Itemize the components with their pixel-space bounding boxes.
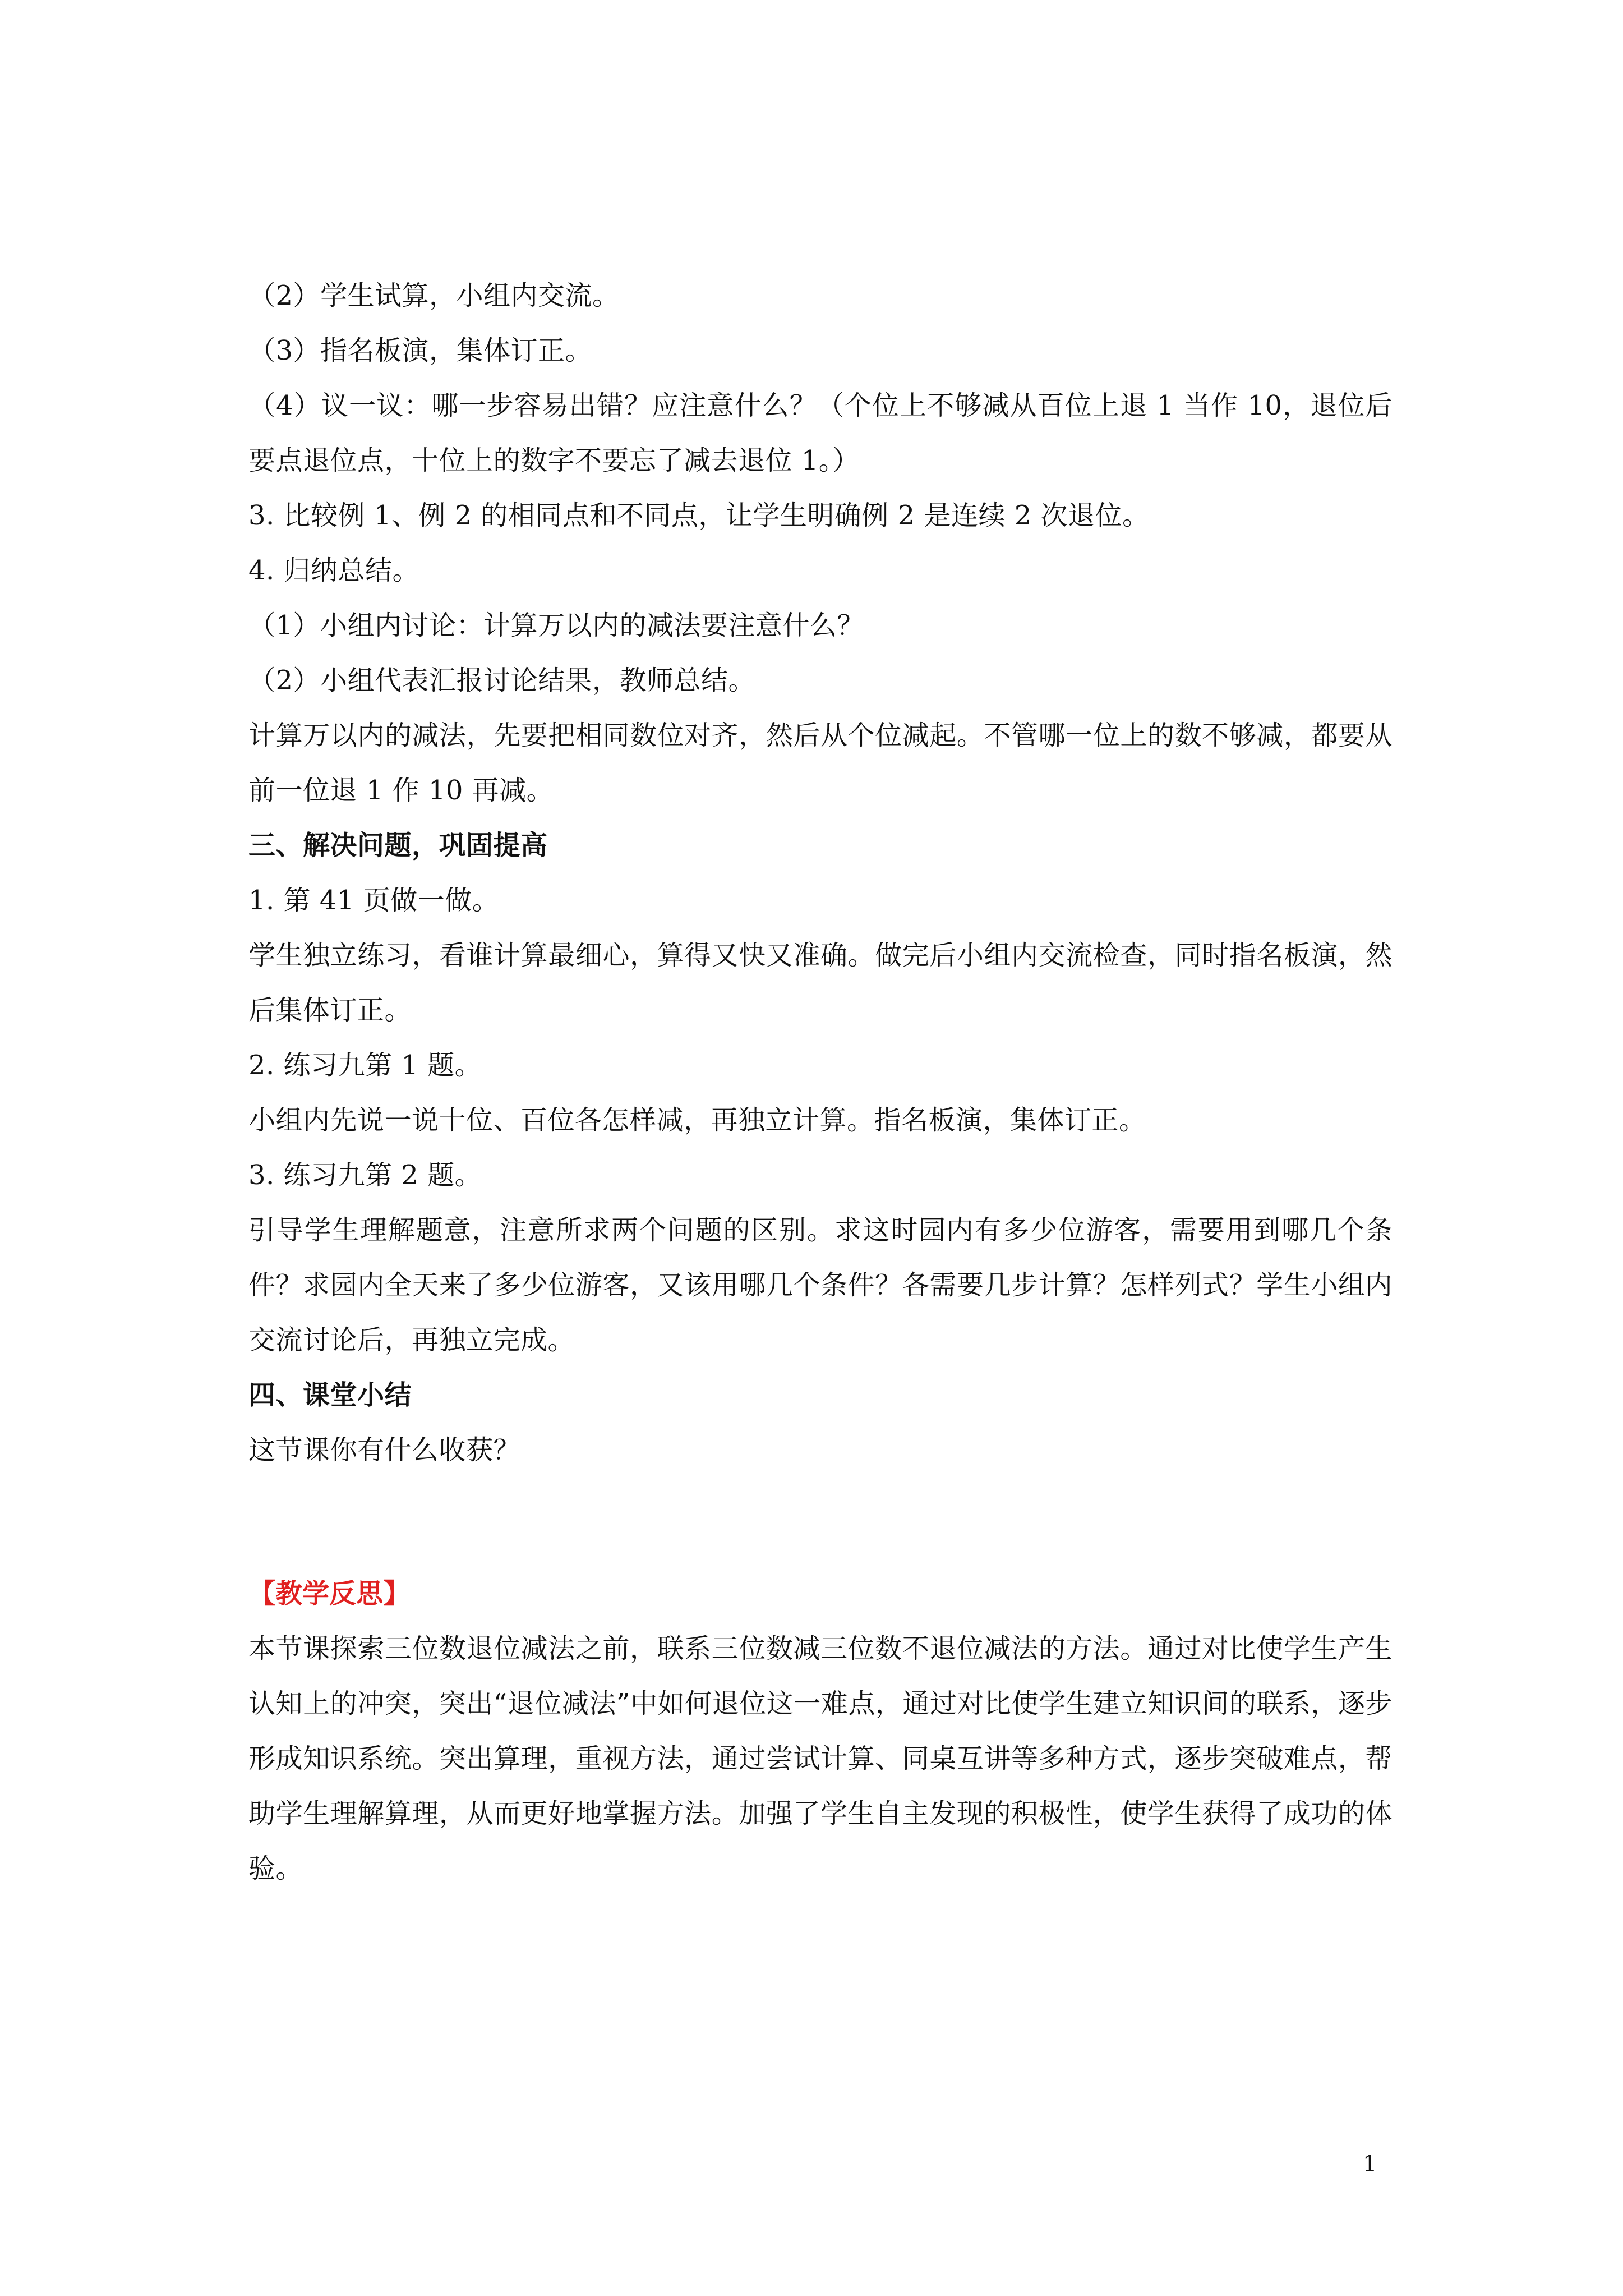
section-3-item-3: 3. 练习九第 2 题。 xyxy=(248,1159,482,1191)
summary-item: 4. 归纳总结。 xyxy=(248,555,420,586)
reflection-title: 【教学反思】 xyxy=(248,1578,411,1609)
summary-sub-1: （1）小组内讨论：计算万以内的减法要注意什么？ xyxy=(248,610,865,641)
compare-examples-line: 3. 比较例 1、例 2 的相同点和不同点，让学生明确例 2 是连续 2 次退位。 xyxy=(248,500,1150,531)
reflection-paragraph: 本节课探索三位数退位减法之前，联系三位数减三位数不退位减法的方法。通过对比使学生产生认知上的冲突，突出“退位减法”中如何退位这一难点，通过对比使学生建立知识间的联系，逐步形成知识系统。突出算理，重视方法，通过尝试计算、同桌互讲等多种方式，逐步突破难点，帮助学生理解算理，从而更好地掌握方法。加强了学生自主发现的积极性，使学生获得了成功的体验。 xyxy=(248,1633,1393,1884)
step-3-line: （3）指名板演，集体订正。 xyxy=(248,335,593,366)
section-3-item-2: 2. 练习九第 1 题。 xyxy=(248,1050,482,1081)
step-4-discussion: （4）议一议：哪一步容易出错？应注意什么？（个位上不够减从百位上退 1 当作 10，退位后要点退位点，十位上的数字不要忘了减去退位 1。） xyxy=(248,390,1393,476)
blank-spacer xyxy=(248,1478,1393,1533)
section-3-item-1-text: 学生独立练习，看谁计算最细心，算得又快又准确。做完后小组内交流检查，同时指名板演，然后集体订正。 xyxy=(248,940,1393,1026)
summary-sub-2: （2）小组代表汇报讨论结果，教师总结。 xyxy=(248,665,756,696)
document-body xyxy=(248,268,1393,1896)
section-4-text: 这节课你有什么收获？ xyxy=(248,1434,521,1466)
page-number: 1 xyxy=(1363,2151,1377,2177)
step-2-line: （2）学生试算，小组内交流。 xyxy=(248,280,620,311)
section-4-heading: 四、课堂小结 xyxy=(248,1379,412,1411)
section-3-item-1: 1. 第 41 页做一做。 xyxy=(248,885,500,916)
section-3-item-3-text: 引导学生理解题意，注意所求两个问题的区别。求这时园内有多少位游客，需要用到哪几个条件？求园内全天来了多少位游客，又该用哪几个条件？各需要几步计算？怎样列式？学生小组内交流讨论后，再独立完成。 xyxy=(248,1214,1393,1356)
section-3-item-2-text: 小组内先说一说十位、百位各怎样减，再独立计算。指名板演，集体订正。 xyxy=(248,1105,1146,1136)
summary-paragraph: 计算万以内的减法，先要把相同数位对齐，然后从个位减起。不管哪一位上的数不够减，都要从前一位退 1 作 10 再减。 xyxy=(248,720,1393,806)
section-3-heading: 三、解决问题，巩固提高 xyxy=(248,830,548,861)
